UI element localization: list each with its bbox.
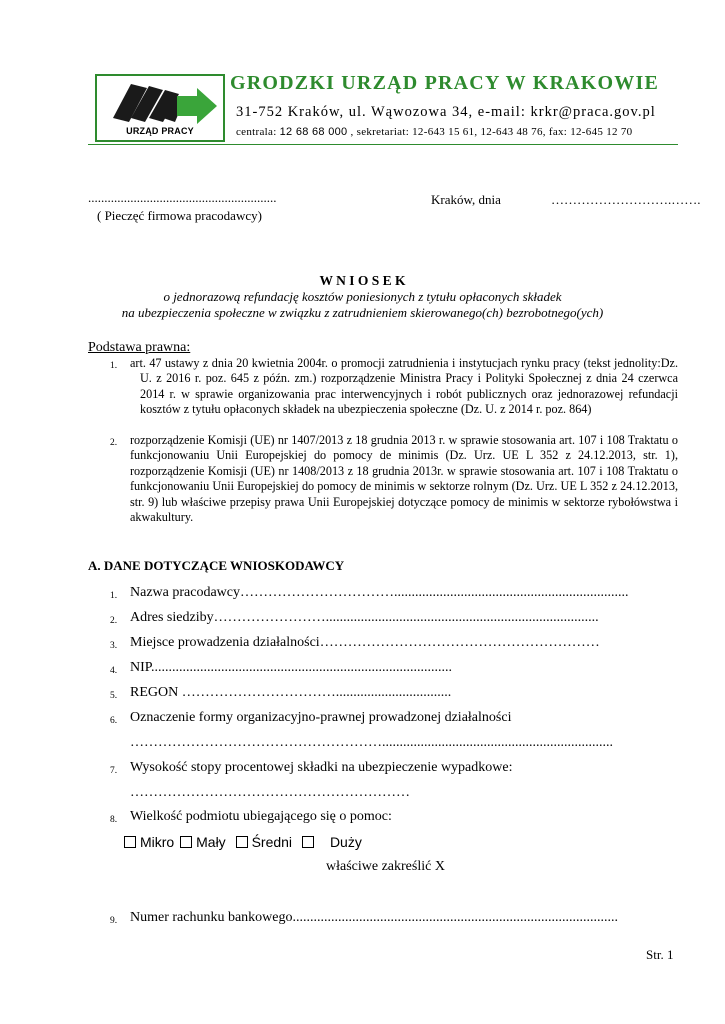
legal-form-label: Oznaczenie formy organizacyjno-prawnej prowadzonej działalności [130,710,512,725]
checkbox-icon[interactable] [180,836,192,848]
address-field[interactable]: Adres siedziby…………………….............................................................................. [130,610,599,625]
checkbox-icon[interactable] [236,836,248,848]
size-option-maly[interactable]: Mały [180,834,226,850]
mark-note: właściwe zakreślić X [326,859,445,874]
field-number: 1. [110,591,118,601]
field-number: 6. [110,716,118,726]
logo-graphic [101,78,221,128]
bank-account-field[interactable]: Numer rachunku bankowego............................................................................................. [130,910,619,925]
field-number: 2. [110,616,118,626]
form-title: W N I O S E K [319,273,406,288]
checkbox-icon[interactable] [302,836,314,848]
stamp-dots: .......................................................... [88,190,277,205]
business-location-field[interactable]: Miejsce prowadzenia działalności…………………………………………………… [130,635,600,650]
stamp-label: ( Pieczęć firmowa pracodawcy) [97,208,262,223]
entity-size-label: Wielkość podmiotu ubiegającego się o pomoc: [130,809,392,824]
field-number: 4. [110,666,118,676]
accident-rate-label: Wysokość stopy procentowej składki na ubezpieczenie wypadkowe: [130,760,513,775]
entity-size-options [124,834,362,850]
field-number: 5. [110,691,118,701]
field-number: 9. [110,916,118,926]
legal-form-field[interactable]: ……………………………………………….................................................................. [130,735,613,750]
office-title: GRODZKI URZĄD PRACY W KRAKOWIE [230,72,659,94]
checkbox-icon[interactable] [124,836,136,848]
page-number: Str. 1 [646,947,674,962]
phones-rest: , sekretariat: 12-643 15 61, 12-643 48 76, fax: 12-645 12 70 [350,126,633,138]
logo-text: URZĄD PRACY [126,126,194,136]
legal-basis-heading: Podstawa prawna: [88,340,191,355]
header-divider [88,144,678,145]
office-phones [236,126,632,138]
size-option-duzy[interactable]: Duży [302,834,362,850]
legal-item-1: art. 47 ustawy z dnia 20 kwietnia 2004r. o promocji zatrudnienia i instytucjach rynku pracy (tekst jednolity:Dz. U. z 2016 r. poz. 645 z późn. zm.) rozporządzenie Ministra Pracy i Polityki Społecznej z dnia 24 czerwca 2014 r. w sprawie organizowania prac interwencyjnych i robót publicznych oraz jednorazowej refundacji kosztów z tytułu opłaconych składek na ubezpieczenia społeczne (Dz. U. z 2014 r. poz. 864) [130,356,678,417]
legal-item-number: 1. [110,361,118,371]
employer-name-field[interactable]: Nazwa pracodawcy……………………………................................................................... [130,585,629,600]
office-address: 31-752 Kraków, ul. Wąwozowa 34, e-mail: krkr@praca.gov.pl [236,104,656,120]
size-option-sredni[interactable]: Średni [236,834,292,850]
nip-field[interactable]: NIP...................................................................................... [130,660,453,675]
phones-label: centrala: [236,126,277,138]
logo [95,74,225,142]
field-number: 3. [110,641,118,651]
section-a-heading: A. DANE DOTYCZĄCE WNIOSKODAWCY [88,558,345,573]
legal-item-number: 2. [110,438,118,448]
accident-rate-field[interactable]: …………………………………………………… [130,785,410,800]
central-number: 12 68 68 000 [279,126,348,138]
field-number: 8. [110,815,118,825]
field-number: 7. [110,766,118,776]
legal-item-2: rozporządzenie Komisji (UE) nr 1407/2013 z 18 grudnia 2013 r. w sprawie stosowania art. 107 i 108 Traktatu o funkcjonowaniu Unii Europejskiej do pomocy de minimis (Dz. Urz. UE L 352 z 24.12.2013, str. 1), rozporządzenie Komisji (UE) nr 1408/2013 z 18 grudnia 2013r. w sprawie stosowania art. 107 i 108 Traktatu o funkcjonowaniu Unii Europejskiej do pomocy de minimis w sektorze rolnym (Dz. Urz. UE L 352 z 24.12.2013, str. 9) lub właściwe przepisy prawa Unii Europejskiej dotyczące pomocy de minimis w sektorze rybołówstwa i akwakultury. [130,433,678,525]
date-blank: ……………………….……. [551,192,701,207]
date-label: Kraków, dnia [431,192,501,207]
form-subtitle-1: o jednorazową refundację kosztów poniesionych z tytułu opłaconych składek [163,289,562,304]
regon-field[interactable]: REGON ……………………………................................. [130,685,452,700]
form-subtitle-2: na ubezpieczenia społeczne w związku z zatrudnieniem skierowanego(ch) bezrobotnego(ych) [121,305,604,320]
size-option-mikro[interactable]: Mikro [124,834,174,850]
